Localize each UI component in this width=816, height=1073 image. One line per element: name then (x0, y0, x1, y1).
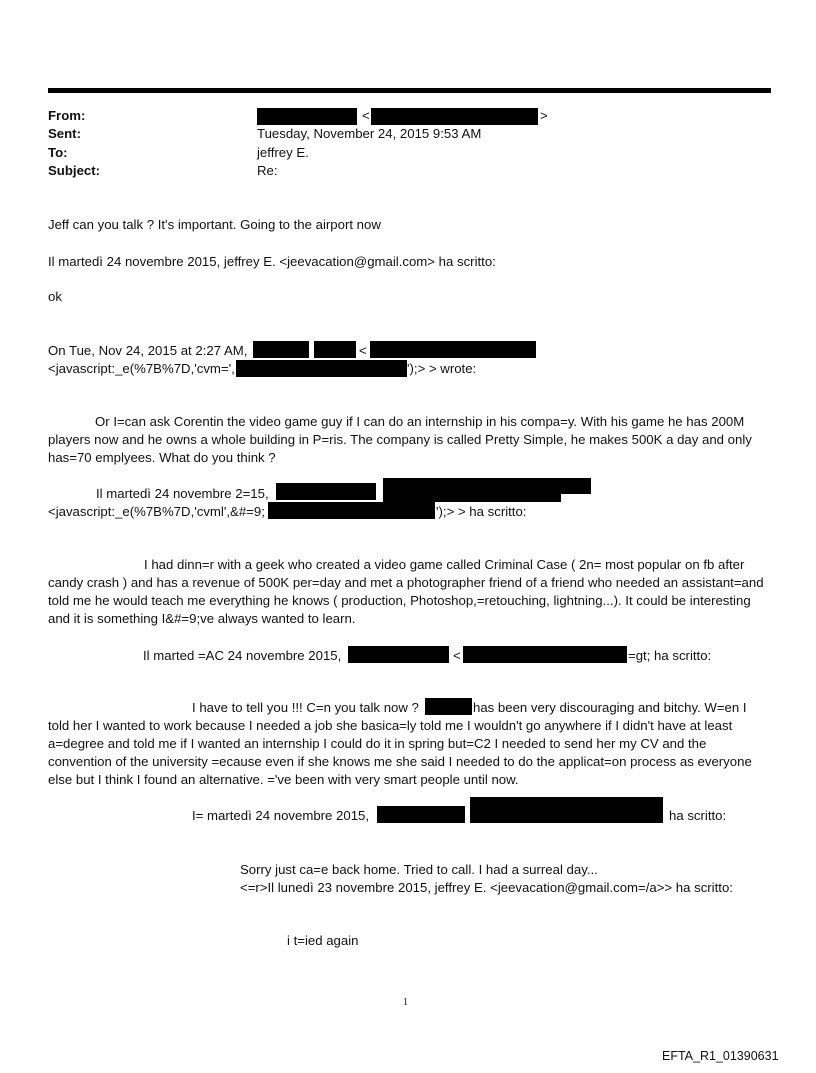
quote4-line-a: I= martedì 24 novembre 2015, (192, 808, 370, 823)
from-lt: < (362, 108, 370, 123)
subject-label: Subject: (48, 163, 101, 178)
redaction-block (314, 341, 356, 358)
paragraph-1: Or I=can ask Corentin the video game guy if I can do an internship in his compa=y. With his game he has 200M players now and he owns a whole building in P=ris. The company is called Pretty Simple, he makes 500K a day and only has=70 emplyees. What do you think ? (48, 414, 752, 465)
quote1-line-c: ');> > wrote: (407, 361, 477, 376)
quote1-line-b: <javascript:_e(%7B%7D,'cvm=', (48, 361, 235, 376)
body-line-2: Il martedì 24 novembre 2015, jeffrey E. <jeevacation@gmail.com> ha scritto: (48, 254, 496, 269)
redaction-block (236, 360, 407, 377)
redaction-block (257, 108, 357, 125)
redaction-block (276, 483, 376, 500)
quote3-line-a: Il marted =AC 24 novembre 2015, (143, 648, 342, 663)
body-line-1: Jeff can you talk ? It's important. Going to the airport now (48, 217, 381, 232)
redaction-block (470, 797, 663, 823)
quote4-line-b: ha scritto: (669, 808, 727, 823)
paragraph-3-first-line: I have to tell you !!! C=n you talk now ? (192, 700, 419, 715)
redaction-block (370, 341, 536, 358)
redaction-block (383, 494, 561, 502)
sent-label: Sent: (48, 126, 81, 141)
quote3-lt: < (453, 648, 461, 663)
quote2-line-c: ');> > ha scritto: (436, 504, 527, 519)
redaction-block (371, 108, 538, 125)
body-line-3: ok (48, 289, 62, 304)
quote2-line-b: <javascript:_e(%7B%7D,'cvml',&#=9; (48, 504, 265, 519)
paragraph-3-first-line-b: has been very discouraging and bitchy. W=en I (473, 700, 747, 715)
subject-value: Re: (257, 163, 278, 178)
footer-id: EFTA_R1_01390631 (662, 1049, 779, 1063)
header-rule (48, 88, 771, 93)
redaction-block (463, 646, 627, 663)
from-gt: > (540, 108, 548, 123)
redaction-block (268, 502, 435, 519)
page-number: 1 (403, 997, 408, 1008)
quote3-line-b: =gt; ha scritto: (628, 648, 712, 663)
quote2-line-a: Il martedì 24 novembre 2=15, (96, 486, 269, 501)
to-label: To: (48, 145, 68, 160)
paragraph-4-line-1: Sorry just ca=e back home. Tried to call. I had a surreal day... (240, 862, 598, 877)
paragraph-4-line-2: <=r>Il lunedì 23 novembre 2015, jeffrey E. <jeevacation@gmail.com=/a>> ha scritto: (240, 880, 733, 895)
quote1-line-a: On Tue, Nov 24, 2015 at 2:27 AM, (48, 343, 248, 358)
redaction-block (377, 806, 465, 823)
sent-value: Tuesday, November 24, 2015 9:53 AM (257, 126, 482, 141)
quote1-lt: < (359, 343, 367, 358)
to-value: jeffrey E. (257, 145, 309, 160)
redaction-block (348, 646, 449, 663)
paragraph-3: told her I wanted to work because I needed a job she basica=ly told me I wouldn't go anywhere if I didn't have at least a=degree and told me if I wanted an internship I could do it in spring but=C2 I needed to send her my CV and the convention of the university =ecause even if she knows me she said I needed to do the applicat=on process as everyone else but I think I found an alternative. ='ve been with very smart people until now. (48, 718, 752, 787)
redaction-block (253, 341, 309, 358)
paragraph-2: I had dinn=r with a geek who created a video game called Criminal Case ( 2n= most popular on fb after candy crash ) and has a revenue of 500K per=day and met a photographer friend of a friend who needed an assistant=and told me he would teach me everything he knows ( production, Photoshop,=retouching, lightning...). It could be interesting and it is something I&#=9;ve always wanted to learn. (48, 557, 764, 626)
from-label: From: (48, 108, 86, 123)
paragraph-5: i t=ied again (287, 933, 359, 948)
redaction-block (425, 698, 472, 715)
redaction-block (383, 478, 591, 494)
